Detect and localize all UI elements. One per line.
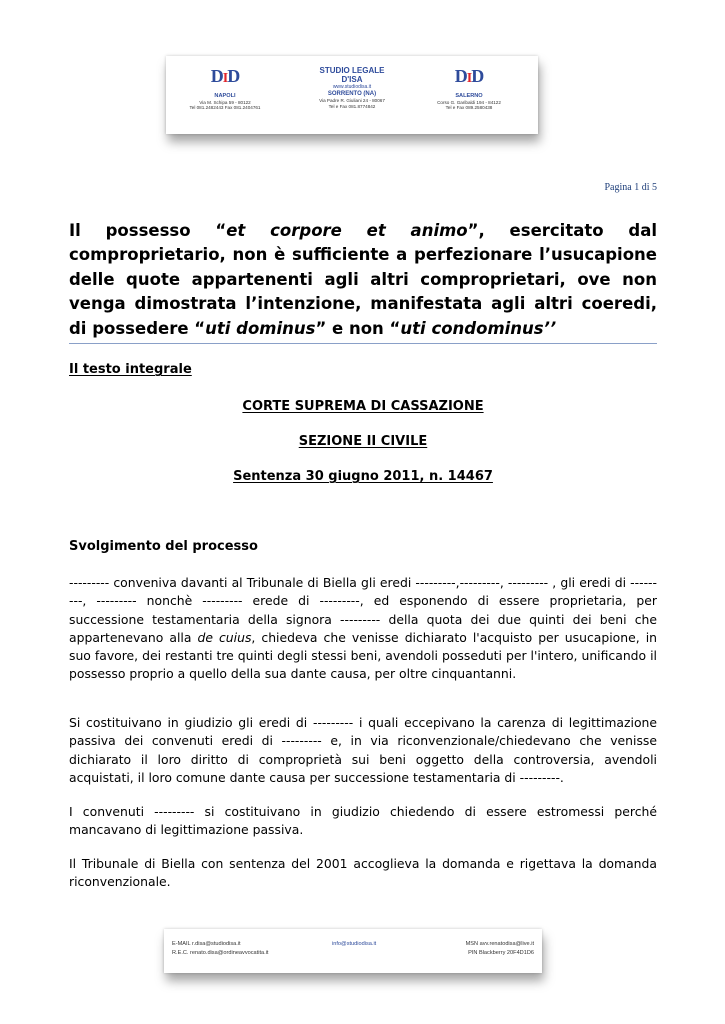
- letterhead: [166, 56, 538, 134]
- logo-left: [208, 66, 242, 86]
- office-phone: Tel e Fax 081.8774842: [328, 103, 376, 109]
- heading-italic: uti condominus’’: [400, 318, 557, 338]
- office-phone: Tel 081.2482443 Fax 081.2404761: [189, 105, 261, 111]
- firm-name: D'ISA: [341, 75, 363, 84]
- footer-banner: [164, 929, 542, 973]
- footer-pin: PIN Blackberry 20F4D1D6: [468, 950, 534, 956]
- section-heading: Svolgimento del processo: [69, 539, 258, 554]
- office-city: NAPOLI: [214, 93, 236, 99]
- paragraph-text: --------- conveniva davanti al Tribunale di Biella gli eredi ---------,---------, --------- , gli eredi di ---------, --------- nonchè --------- erede di ---------, ed esponendo di essere proprietaria, per successione testamentaria della signora --------- della quota dei due quinti dei beni che appartenevano alla: [69, 575, 657, 645]
- paragraph-4: Il Tribunale di Biella con sentenza del 2001 accoglieva la domanda e rigettava la domanda riconvenzionale.: [69, 856, 657, 890]
- office-napoli: [188, 94, 262, 111]
- office-city: SORRENTO (NA): [327, 91, 377, 97]
- footer-info-email[interactable]: info@studiodisa.it: [332, 941, 377, 947]
- testo-integrale-link[interactable]: Il testo integrale: [69, 362, 192, 377]
- footer-rec[interactable]: R.E.C. renato.disa@ordineavvocatita.it: [172, 950, 269, 956]
- logo-left-letter-d1: D: [210, 66, 223, 86]
- paragraph-2: Si costituivano in giudizio gli eredi di --------- i quali eccepivano la carenza di legittimazione passiva dei convenuti eredi di --------- e, in via riconvenzionale/chiedevano che venisse dichiarato il loro diritto di comproprietà sui beni oggetto della controversia, avendoli acquistati, il loro comune dante causa per successione testamentaria di ---------.: [69, 715, 657, 785]
- paragraph-text: , chiedeva che venisse dichiarato l'acquisto per usucapione, in suo favore, dei restanti tre quinti degli stessi beni, avendoli posseduti per l'intero, unificando il possesso proprio a quello della sua dante causa, per oltre cinquantanni.: [69, 629, 658, 682]
- heading-text: ”, esercitato dal comproprietario, non è sufficiente a perfezionare l’usucapione delle quote appartenenti agli altri comproprietari, ove non venga dimostrata l’intenzione, manifestata agli altri coeredi, di possedere “: [69, 221, 657, 338]
- logo-right: [452, 66, 486, 86]
- heading-italic: et corpore et animo: [226, 221, 468, 240]
- logo-left-letter-d2: D: [227, 66, 240, 86]
- office-salerno: [432, 94, 506, 111]
- office-phone: Tel e Fax 089.2580438: [445, 105, 493, 111]
- office-address: Via Padre R. Giuliani 24 - 80067: [319, 98, 385, 103]
- firm-website[interactable]: www.studiodisa.it: [332, 84, 372, 90]
- page-number: Pagina 1 di 5: [604, 182, 657, 193]
- office-address: Corso G. Garibaldi 194 - 84122: [437, 99, 501, 105]
- logo-right-letter-i: I: [466, 71, 472, 86]
- footer-email[interactable]: E-MAIL r.disa@studiodisa.it: [172, 941, 241, 947]
- sentence-reference: Sentenza 30 giugno 2011, n. 14467: [233, 469, 493, 484]
- heading-text: Il possesso “: [69, 221, 227, 240]
- footer-msn[interactable]: MSN avv.renatodisa@live.it: [465, 941, 534, 947]
- logo-left-letter-i: I: [222, 71, 228, 86]
- footer-contacts-right: [466, 940, 534, 958]
- logo-right-letter-d1: D: [454, 66, 467, 86]
- paragraph-italic: de cuius: [197, 629, 252, 645]
- heading-divider: [69, 343, 657, 344]
- logo-right-letter-d2: D: [471, 66, 484, 86]
- firm-title: STUDIO LEGALE: [319, 66, 385, 75]
- office-address: Via M. Schipa 59 - 80122: [199, 99, 251, 105]
- footer-contacts-left: [172, 940, 268, 958]
- document-heading: [69, 219, 657, 341]
- paragraph-3: I convenuti --------- si costituivano in giudizio chiedendo di essere estromessi perché mancavano di legittimazione passiva.: [69, 804, 657, 838]
- court-section: SEZIONE II CIVILE: [298, 434, 428, 449]
- office-sorrento: [304, 66, 400, 109]
- court-name: CORTE SUPREMA DI CASSAZIONE: [242, 399, 484, 414]
- heading-italic: uti dominus: [205, 318, 316, 338]
- paragraph-1: [69, 574, 657, 684]
- heading-text: ” e non “: [315, 318, 401, 338]
- office-city: SALERNO: [455, 93, 483, 99]
